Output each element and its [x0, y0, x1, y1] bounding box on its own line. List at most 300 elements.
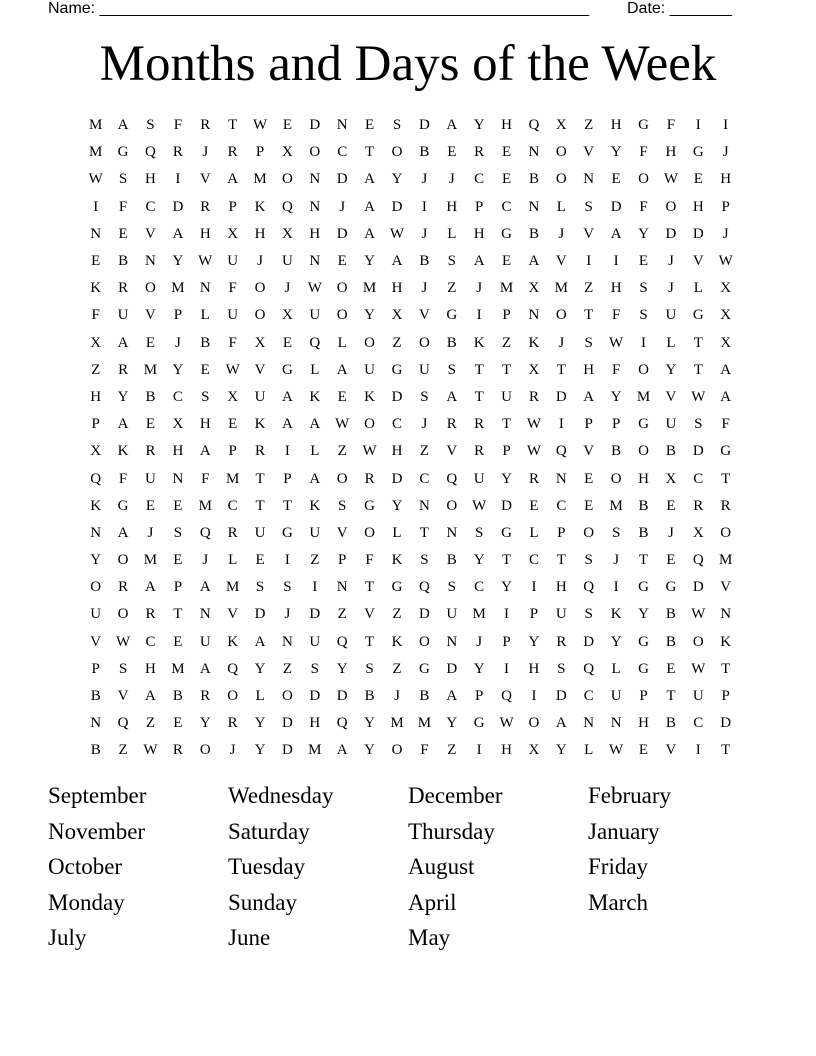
grid-letter: U [309, 307, 321, 324]
grid-letter: L [556, 198, 566, 215]
grid-letter: Z [392, 606, 402, 623]
grid-letter: P [255, 144, 265, 161]
grid-letter: G [638, 660, 649, 677]
grid-letter: P [721, 688, 730, 705]
grid-letter: G [282, 524, 293, 541]
grid-letter: O [555, 144, 567, 161]
grid-letter: J [448, 171, 455, 188]
grid-letter: E [145, 334, 156, 351]
grid-letter: M [171, 280, 185, 297]
grid-letter: O [199, 742, 211, 759]
grid-letter: W [609, 742, 624, 759]
grid-letter: Y [446, 715, 458, 732]
grid-letter: O [282, 688, 293, 705]
grid-letter: K [364, 388, 376, 405]
grid-letter: S [584, 198, 593, 215]
grid-letter: W [718, 253, 733, 270]
grid-letter: M [89, 144, 103, 161]
grid-letter: X [254, 334, 266, 351]
date-field-label: Date: _______ [627, 0, 732, 17]
grid-letter: I [586, 253, 592, 270]
grid-letter: B [446, 334, 457, 351]
grid-letter: A [720, 388, 732, 405]
grid-letter: C [227, 497, 238, 514]
grid-letter: J [667, 280, 674, 297]
grid-letter: R [528, 388, 539, 405]
grid-letter: A [199, 579, 211, 596]
grid-letter: X [282, 225, 293, 242]
grid-letter: B [145, 388, 156, 405]
grid-letter: A [391, 253, 403, 270]
grid-letter: V [336, 524, 348, 541]
word-list-item: March [588, 889, 649, 915]
grid-letter: F [420, 742, 429, 759]
grid-letter: H [90, 388, 102, 405]
grid-letter: S [557, 660, 566, 677]
grid-letter: Z [145, 715, 156, 732]
word-list-item: August [408, 854, 475, 880]
grid-letter: U [610, 688, 622, 705]
grid-letter: K [254, 416, 266, 433]
grid-letter: E [173, 715, 183, 732]
grid-letter: V [364, 606, 376, 623]
grid-letter: S [639, 280, 648, 297]
grid-letter: B [638, 497, 649, 514]
grid-letter: H [145, 660, 156, 677]
grid-letter: L [529, 524, 539, 541]
grid-letter: O [145, 280, 156, 297]
grid-letter: H [199, 416, 211, 433]
grid-letter: G [501, 225, 512, 242]
grid-letter: Y [555, 742, 567, 759]
grid-letter: M [719, 552, 733, 569]
grid-letter: J [667, 524, 674, 541]
grid-letter: P [721, 198, 730, 215]
grid-letter: P [584, 416, 593, 433]
grid-letter: O [336, 470, 348, 487]
grid-letter: M [554, 280, 568, 297]
grid-letter: U [90, 606, 102, 623]
grid-letter: T [365, 144, 375, 161]
grid-letter: Y [254, 660, 266, 677]
grid-letter: U [282, 253, 293, 270]
grid-letter: L [693, 280, 703, 297]
grid-letter: F [118, 470, 128, 487]
grid-letter: O [665, 198, 677, 215]
grid-letter: X [391, 307, 403, 324]
grid-letter: U [555, 606, 567, 623]
grid-letter: J [722, 225, 729, 242]
grid-letter: E [611, 171, 621, 188]
grid-letter: D [446, 660, 458, 677]
grid-letter: P [502, 443, 511, 460]
grid-letter: E [91, 253, 101, 270]
grid-letter: Q [583, 660, 595, 677]
grid-letter: G [692, 144, 704, 161]
grid-letter: Y [90, 552, 102, 569]
grid-letter: N [610, 715, 622, 732]
grid-letter: G [665, 579, 677, 596]
grid-letter: E [584, 497, 594, 514]
grid-letter: P [474, 688, 484, 705]
grid-letter: V [665, 742, 677, 759]
grid-letter: Z [118, 742, 128, 759]
grid-letter: G [391, 579, 403, 596]
grid-letter: D [418, 117, 430, 134]
grid-letter: C [693, 715, 704, 732]
grid-letter: T [474, 388, 484, 405]
grid-letter: V [145, 307, 156, 324]
grid-letter: N [446, 633, 458, 650]
grid-letter: C [474, 579, 485, 596]
grid-letter: T [721, 470, 731, 487]
grid-letter: Q [336, 633, 348, 650]
grid-letter: A [309, 470, 321, 487]
grid-letter: K [90, 497, 102, 514]
grid-letter: G [501, 524, 512, 541]
grid-letter: F [639, 198, 648, 215]
grid-letter: S [310, 660, 319, 677]
grid-letter: Q [227, 660, 239, 677]
grid-letter: E [173, 497, 183, 514]
grid-letter: S [694, 416, 703, 433]
grid-letter: F [173, 117, 183, 134]
grid-letter: D [309, 688, 321, 705]
grid-letter: C [583, 688, 594, 705]
grid-letter: U [501, 388, 512, 405]
grid-letter: A [145, 579, 156, 596]
grid-letter: R [118, 361, 129, 378]
grid-letter: S [173, 524, 183, 541]
grid-letter: S [584, 552, 593, 569]
grid-letter: O [282, 171, 293, 188]
grid-letter: K [227, 633, 239, 650]
grid-letter: I [613, 579, 619, 596]
grid-letter: W [116, 633, 131, 650]
word-list [48, 780, 768, 958]
grid-letter: X [282, 307, 293, 324]
grid-letter: G [638, 579, 649, 596]
grid-letter: Q [528, 117, 540, 134]
grid-letter: Q [309, 334, 321, 351]
grid-letter: O [610, 470, 622, 487]
grid-letter: S [118, 171, 128, 188]
grid-letter: O [117, 552, 129, 569]
word-list-item: Tuesday [228, 854, 306, 880]
grid-letter: Q [446, 470, 458, 487]
grid-letter: N [528, 198, 540, 215]
grid-letter: R [720, 497, 731, 514]
grid-letter: T [638, 552, 649, 569]
grid-letter: B [665, 715, 676, 732]
grid-letter: J [394, 688, 400, 705]
grid-letter: G [473, 715, 485, 732]
grid-letter: L [392, 524, 402, 541]
grid-letter: X [528, 361, 540, 378]
grid-letter: D [282, 715, 293, 732]
grid-letter: M [253, 171, 267, 188]
grid-letter: B [638, 524, 649, 541]
grid-letter: T [365, 579, 375, 596]
grid-letter: A [446, 117, 458, 134]
grid-letter: J [476, 280, 483, 297]
grid-letter: U [117, 307, 129, 324]
grid-letter: Q [199, 524, 211, 541]
grid-letter: R [145, 443, 156, 460]
grid-letter: M [171, 660, 185, 677]
grid-letter: R [172, 144, 183, 161]
grid-letter: H [665, 144, 677, 161]
grid-letter: Z [392, 660, 402, 677]
grid-letter: L [584, 742, 594, 759]
word-list-item: October [48, 854, 123, 880]
grid-letter: S [201, 388, 210, 405]
grid-letter: B [419, 688, 430, 705]
grid-letter: U [145, 470, 156, 487]
grid-letter: A [145, 688, 156, 705]
grid-letter: M [143, 552, 158, 569]
grid-letter: S [338, 497, 347, 514]
grid-letter: V [583, 225, 595, 242]
grid-letter: F [666, 117, 676, 134]
grid-letter: H [720, 171, 732, 188]
grid-letter: C [501, 198, 512, 215]
grid-letter: I [695, 117, 701, 134]
grid-letter: Y [117, 388, 129, 405]
grid-letter: X [282, 144, 293, 161]
grid-letter: D [720, 715, 732, 732]
grid-letter: O [638, 361, 649, 378]
grid-letter: Y [501, 579, 512, 596]
grid-letter: V [254, 361, 266, 378]
grid-letter: D [555, 388, 567, 405]
word-list-item: Saturday [228, 818, 310, 844]
grid-letter: F [365, 552, 374, 569]
grid-letter: H [555, 579, 567, 596]
grid-letter: E [501, 144, 512, 161]
grid-letter: Z [337, 606, 347, 623]
grid-letter: H [446, 198, 458, 215]
grid-letter: W [143, 742, 158, 759]
grid-letter: R [227, 715, 238, 732]
grid-letter: J [174, 334, 181, 351]
grid-letter: A [473, 253, 485, 270]
grid-letter: U [418, 361, 430, 378]
grid-letter: K [90, 280, 102, 297]
grid-letter: R [446, 416, 457, 433]
grid-letter: W [252, 117, 268, 134]
grid-letter: O [638, 171, 649, 188]
word-list-item: Friday [588, 854, 649, 880]
grid-letter: A [117, 117, 129, 134]
grid-letter: M [362, 280, 377, 297]
grid-letter: T [228, 117, 238, 134]
grid-letter: Q [90, 470, 102, 487]
grid-letter: A [336, 742, 348, 759]
grid-letter: E [666, 552, 676, 569]
grid-letter: D [336, 225, 348, 242]
grid-letter: D [254, 606, 266, 623]
grid-letter: Z [392, 334, 402, 351]
grid-letter: H [473, 225, 485, 242]
grid-letter: V [117, 688, 129, 705]
grid-letter: L [611, 660, 621, 677]
grid-letter: P [557, 524, 566, 541]
grid-letter: Y [364, 253, 376, 270]
grid-letter: R [474, 416, 485, 433]
grid-letter: F [611, 307, 621, 324]
grid-letter: N [199, 606, 211, 623]
word-list-item: January [588, 818, 660, 844]
grid-letter: P [502, 307, 511, 324]
grid-letter: S [118, 660, 128, 677]
grid-letter: Z [584, 117, 594, 134]
grid-letter: M [308, 742, 322, 759]
grid-letter: A [199, 443, 211, 460]
grid-letter: H [501, 742, 512, 759]
grid-letter: B [118, 253, 129, 270]
grid-letter: N [309, 171, 321, 188]
grid-letter: J [558, 225, 565, 242]
grid-letter: A [364, 198, 376, 215]
grid-letter: B [200, 334, 211, 351]
grid-letter: N [336, 579, 348, 596]
grid-letter: P [91, 660, 100, 677]
grid-letter: A [254, 633, 266, 650]
grid-letter: H [610, 117, 622, 134]
grid-letter: O [446, 497, 458, 514]
grid-letter: H [583, 361, 595, 378]
grid-letter: O [638, 443, 649, 460]
grid-letter: V [199, 171, 211, 188]
grid-letter: V [145, 225, 156, 242]
grid-letter: V [583, 443, 595, 460]
grid-letter: D [336, 171, 348, 188]
grid-letter: G [391, 361, 403, 378]
word-list-item: July [48, 925, 87, 951]
grid-letter: F [228, 280, 237, 297]
grid-letter: O [418, 334, 430, 351]
grid-letter: Y [172, 253, 184, 270]
grid-letter: T [501, 416, 512, 433]
grid-letter: U [665, 416, 677, 433]
grid-letter: O [528, 715, 540, 732]
grid-letter: R [200, 198, 211, 215]
grid-letter: W [526, 443, 542, 460]
grid-letter: L [255, 688, 265, 705]
grid-letter: L [228, 552, 238, 569]
grid-letter: H [638, 470, 649, 487]
grid-letter: S [420, 388, 429, 405]
grid-letter: E [337, 388, 347, 405]
grid-letter: S [474, 524, 484, 541]
grid-letter: G [282, 361, 293, 378]
grid-letter: N [446, 524, 458, 541]
grid-letter: A [583, 388, 595, 405]
grid-letter: I [284, 552, 290, 569]
grid-letter: B [419, 144, 430, 161]
grid-letter: A [610, 225, 622, 242]
grid-letter: Y [610, 633, 622, 650]
grid-letter: T [556, 361, 566, 378]
grid-letter: Y [610, 144, 622, 161]
grid-letter: R [528, 470, 539, 487]
word-list-item: Sunday [228, 889, 297, 915]
grid-letter: T [721, 660, 731, 677]
grid-letter: Y [172, 361, 184, 378]
grid-letter: E [200, 361, 210, 378]
grid-letter: R [118, 579, 129, 596]
grid-letter: O [364, 524, 376, 541]
grid-letter: I [284, 443, 290, 460]
grid-letter: R [364, 470, 375, 487]
grid-letter: O [364, 416, 376, 433]
grid-letter: A [364, 225, 376, 242]
grid-letter: E [282, 334, 293, 351]
grid-letter: O [336, 307, 348, 324]
grid-letter: F [91, 307, 100, 324]
grid-letter: L [337, 334, 347, 351]
name-field-label: Name: _______________________________________________________ [48, 0, 589, 17]
grid-letter: W [663, 171, 678, 188]
grid-letter: E [282, 117, 293, 134]
grid-letter: R [255, 443, 266, 460]
grid-letter: Y [391, 171, 403, 188]
grid-letter: H [501, 117, 512, 134]
grid-letter: Q [282, 198, 293, 215]
grid-letter: R [145, 606, 156, 623]
grid-letter: W [335, 416, 350, 433]
grid-letter: S [283, 579, 292, 596]
grid-letter: O [364, 334, 376, 351]
grid-letter: K [720, 633, 732, 650]
grid-letter: A [446, 388, 458, 405]
grid-letter: W [225, 361, 240, 378]
grid-letter: C [172, 388, 183, 405]
grid-letter: I [421, 198, 427, 215]
grid-letter: M [390, 715, 404, 732]
grid-letter: N [309, 198, 321, 215]
grid-letter: X [227, 388, 239, 405]
grid-letter: R [172, 742, 183, 759]
grid-letter: R [118, 280, 129, 297]
grid-letter: O [583, 524, 595, 541]
grid-letter: H [309, 715, 321, 732]
grid-letter: E [638, 253, 649, 270]
grid-letter: B [528, 171, 539, 188]
grid-letter: P [502, 633, 511, 650]
grid-letter: P [173, 579, 183, 596]
grid-letter: D [391, 388, 403, 405]
grid-letter: T [255, 470, 265, 487]
grid-letter: X [172, 416, 184, 433]
grid-letter: E [118, 225, 128, 242]
grid-letter: Y [336, 660, 348, 677]
grid-letter: E [638, 742, 649, 759]
grid-letter: K [117, 443, 129, 460]
word-list-item: April [408, 889, 457, 915]
grid-letter: W [307, 280, 322, 297]
grid-letter: D [692, 443, 704, 460]
grid-letter: W [691, 660, 706, 677]
grid-letter: P [529, 606, 539, 623]
grid-letter: X [720, 307, 732, 324]
grid-letter: I [504, 606, 510, 623]
grid-letter: H [309, 225, 321, 242]
grid-letter: X [665, 470, 677, 487]
grid-letter: J [284, 280, 291, 297]
grid-letter: Y [364, 715, 376, 732]
